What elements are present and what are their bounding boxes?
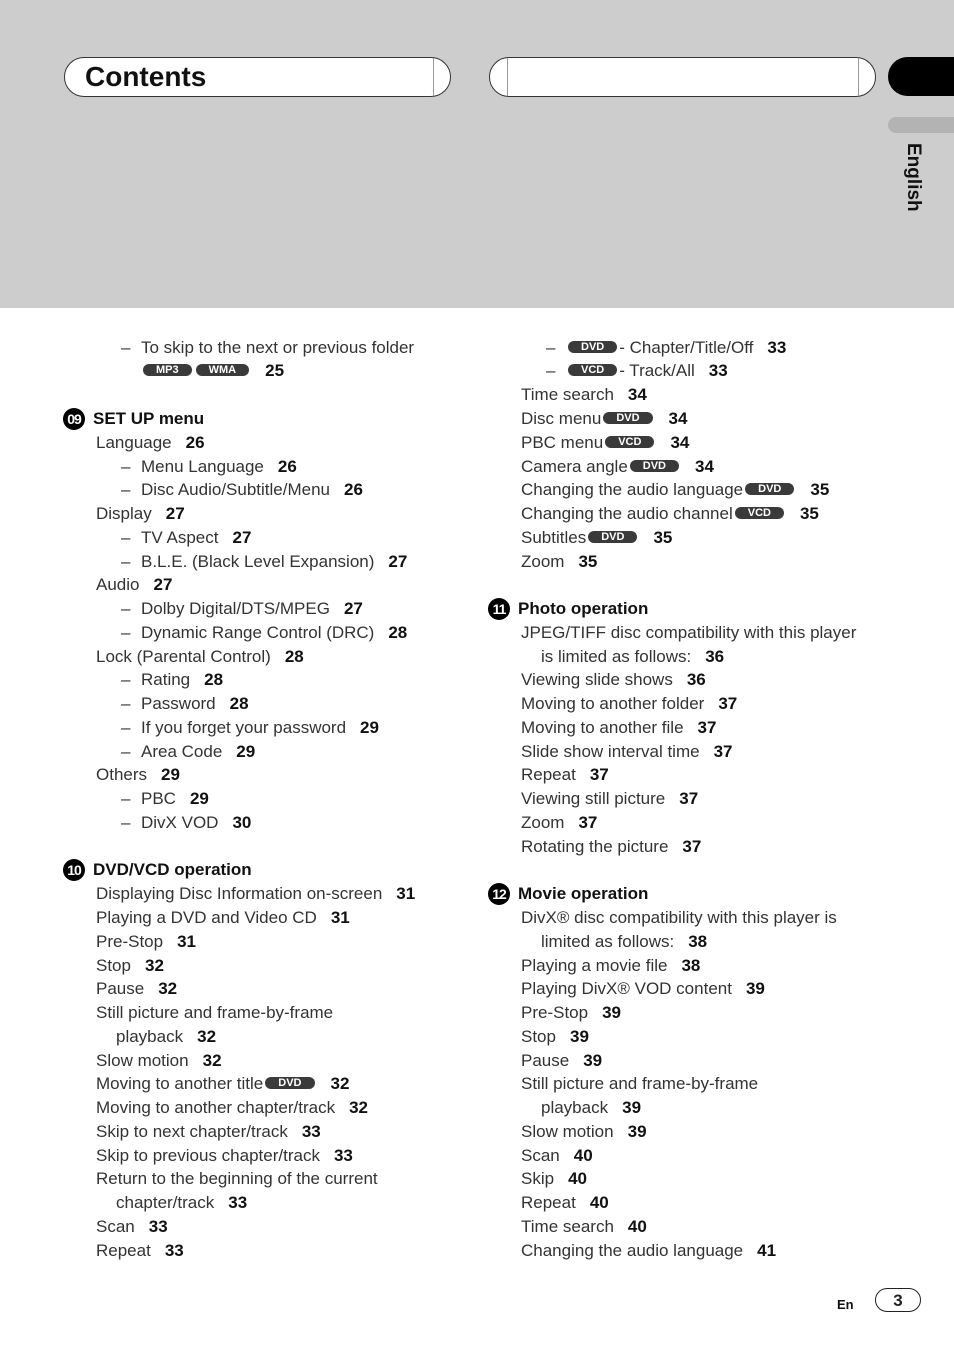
toc-entry-label: Pre-Stop <box>96 932 164 951</box>
section-title: SET UP menu <box>93 409 205 428</box>
toc-entry[interactable] <box>116 1192 247 1214</box>
toc-page-number: 32 <box>330 1074 350 1093</box>
toc-entry-label: Changing the audio channel <box>521 504 733 523</box>
toc-page-number: 28 <box>388 623 408 642</box>
toc-entry[interactable] <box>546 337 786 359</box>
page-number: 3 <box>875 1288 921 1312</box>
toc-entry-label: Display <box>96 504 152 523</box>
toc-entry[interactable] <box>121 622 407 644</box>
toc-entry[interactable] <box>96 931 196 953</box>
toc-entry-label: Displaying Disc Information on-screen <box>96 884 383 903</box>
toc-entry[interactable] <box>521 432 689 454</box>
toc-entry[interactable] <box>521 717 716 739</box>
toc-entry[interactable] <box>521 955 700 977</box>
format-badge: DVD <box>568 341 617 353</box>
toc-entry[interactable] <box>521 1050 602 1072</box>
toc-entry-label: Slow motion <box>521 1122 614 1141</box>
dash-marker: – <box>546 361 556 380</box>
format-badge: DVD <box>630 460 679 472</box>
toc-entry[interactable] <box>96 1073 349 1095</box>
pill-divider <box>858 58 859 96</box>
toc-entry-label: Changing the audio language <box>521 1241 744 1260</box>
toc-entry-label: Zoom <box>521 552 565 571</box>
toc-entry[interactable] <box>96 764 180 786</box>
dash-marker: – <box>121 599 131 618</box>
toc-page-number: 35 <box>653 528 673 547</box>
toc-page-number: 33 <box>148 1217 168 1236</box>
toc-entry[interactable] <box>521 408 687 430</box>
toc-entry[interactable] <box>521 551 597 573</box>
toc-page-number: 27 <box>153 575 173 594</box>
toc-entry-label: DivX® disc compatibility with this player is <box>521 908 837 927</box>
toc-entry-label: Camera angle <box>521 457 628 476</box>
blank-pill <box>489 57 876 97</box>
toc-entry-label: Skip to previous chapter/track <box>96 1146 320 1165</box>
toc-page-number: 38 <box>681 956 701 975</box>
toc-page-number: 41 <box>757 1241 777 1260</box>
toc-entry-label: DivX VOD <box>141 813 219 832</box>
toc-entry-label: Menu Language <box>141 457 264 476</box>
toc-page-number: 34 <box>695 457 714 476</box>
toc-entry[interactable] <box>521 456 714 478</box>
toc-entry[interactable] <box>541 931 707 953</box>
toc-entry[interactable] <box>96 978 177 1000</box>
toc-entry[interactable] <box>521 764 609 786</box>
dash-marker: – <box>121 552 131 571</box>
toc-page-number: 31 <box>330 908 350 927</box>
toc-page-number: 29 <box>360 718 379 737</box>
section-heading <box>488 883 648 905</box>
toc-entry[interactable] <box>96 646 304 668</box>
toc-entry-label: Skip <box>521 1169 555 1188</box>
toc-entry-label: Subtitles <box>521 528 587 547</box>
toc-page-number: 40 <box>568 1169 587 1188</box>
toc-page-number: 32 <box>197 1027 217 1046</box>
toc-page-number: 31 <box>396 884 416 903</box>
toc-page-number: 32 <box>158 979 178 998</box>
toc-page-number: 26 <box>185 433 205 452</box>
dash-marker: – <box>121 528 131 547</box>
toc-entry[interactable] <box>96 883 415 905</box>
toc-entry[interactable] <box>96 1121 321 1143</box>
toc-entry[interactable] <box>96 1216 168 1238</box>
toc-entry-label: PBC <box>141 789 176 808</box>
page-title: Contents <box>85 61 207 92</box>
toc-entry[interactable] <box>521 788 698 810</box>
toc-entry[interactable] <box>96 1240 184 1262</box>
toc-entry-label: Scan <box>96 1217 135 1236</box>
toc-page-number: 33 <box>164 1241 184 1260</box>
section-title: DVD/VCD operation <box>93 860 252 879</box>
toc-page-number: 27 <box>232 528 252 547</box>
toc-entry[interactable] <box>541 646 724 668</box>
toc-page-number: 35 <box>810 480 830 499</box>
toc-entry[interactable] <box>521 741 733 763</box>
toc-entry[interactable] <box>521 503 819 525</box>
toc-entry-label: Area Code <box>141 742 223 761</box>
toc-entry-label: Skip to next chapter/track <box>96 1122 288 1141</box>
section-heading <box>63 859 252 881</box>
toc-entry[interactable] <box>121 741 255 763</box>
toc-page-number: 39 <box>602 1003 622 1022</box>
toc-page-number: 40 <box>589 1193 609 1212</box>
toc-page-number: 34 <box>670 433 690 452</box>
toc-page-number: 33 <box>228 1193 248 1212</box>
toc-entry[interactable] <box>96 1002 333 1024</box>
toc-entry[interactable] <box>546 360 728 382</box>
dash-marker: – <box>546 338 556 357</box>
toc-page-number: 26 <box>344 480 363 499</box>
toc-page-number: 32 <box>202 1051 222 1070</box>
toc-entry[interactable] <box>121 337 414 359</box>
toc-entry[interactable] <box>121 717 379 739</box>
toc-entry-label: Others <box>96 765 148 784</box>
footer-language: En <box>837 1297 854 1312</box>
toc-entry[interactable] <box>121 693 249 715</box>
toc-entry-label: Time search <box>521 385 614 404</box>
toc-page-number: 31 <box>177 932 197 951</box>
toc-entry-label: Return to the beginning of the current <box>96 1169 378 1188</box>
language-tab-label: English <box>903 143 924 212</box>
toc-page-number: 28 <box>229 694 249 713</box>
toc-entry[interactable] <box>121 669 223 691</box>
toc-entry[interactable] <box>521 1192 609 1214</box>
toc-entry-label: Zoom <box>521 813 565 832</box>
section-title: Photo operation <box>518 599 649 618</box>
toc-entry-label: playback <box>541 1098 609 1117</box>
toc-page-number: 33 <box>333 1146 353 1165</box>
toc-page-number: 35 <box>799 504 819 523</box>
toc-entry[interactable] <box>141 360 284 382</box>
toc-entry-label: limited as follows: <box>541 932 675 951</box>
toc-page-number: 33 <box>708 361 728 380</box>
toc-entry-label: Scan <box>521 1146 560 1165</box>
section-title: Movie operation <box>518 884 649 903</box>
format-badge: MP3 <box>143 364 192 376</box>
toc-page-number: 37 <box>589 765 609 784</box>
toc-entry[interactable] <box>521 1216 647 1238</box>
toc-entry-label: is limited as follows: <box>541 647 692 666</box>
toc-entry-label: Moving to another folder <box>521 694 705 713</box>
toc-entry-label: TV Aspect <box>141 528 219 547</box>
section-tab-black <box>888 57 954 96</box>
toc-entry-label: Slide show interval time <box>521 742 700 761</box>
toc-page-number: 28 <box>204 670 224 689</box>
toc-entry-label: Viewing still picture <box>521 789 666 808</box>
toc-page-number: 29 <box>161 765 180 784</box>
toc-entry[interactable] <box>521 693 737 715</box>
toc-entry-label: Still picture and frame-by-frame <box>521 1074 759 1093</box>
toc-page-number: 33 <box>301 1122 321 1141</box>
toc-entry[interactable] <box>521 1145 593 1167</box>
toc-page-number: 27 <box>165 504 185 523</box>
toc-entry-label: JPEG/TIFF disc compatibility with this player <box>521 623 857 642</box>
toc-entry[interactable] <box>116 1026 216 1048</box>
dash-marker: – <box>121 789 131 808</box>
toc-entry-label: If you forget your password <box>141 718 347 737</box>
toc-entry-label: Moving to another title <box>96 1074 264 1093</box>
toc-entry-label: chapter/track <box>116 1193 215 1212</box>
toc-entry-label: Dolby Digital/DTS/MPEG <box>141 599 330 618</box>
toc-entry[interactable] <box>521 1240 776 1262</box>
toc-page-number: 35 <box>578 552 598 571</box>
toc-entry-label: Stop <box>521 1027 556 1046</box>
dash-marker: – <box>121 718 131 737</box>
toc-page-number: 36 <box>686 670 706 689</box>
toc-page-number: 30 <box>232 813 252 832</box>
dash-marker: – <box>121 694 131 713</box>
toc-entry-label: Repeat <box>96 1241 151 1260</box>
toc-page-number: 32 <box>144 956 164 975</box>
toc-entry-label: Password <box>141 694 216 713</box>
toc-entry[interactable] <box>121 456 297 478</box>
toc-entry-label: Stop <box>96 956 131 975</box>
toc-entry-label: Rating <box>141 670 191 689</box>
toc-page-number: 39 <box>583 1051 603 1070</box>
toc-entry-label: To skip to the next or previous folder <box>141 338 415 357</box>
toc-entry-label: Language <box>96 433 172 452</box>
toc-entry[interactable] <box>521 669 706 691</box>
toc-entry[interactable] <box>121 551 407 573</box>
section-number-badge: 11 <box>488 598 510 620</box>
toc-entry[interactable] <box>121 598 363 620</box>
toc-page-number: 34 <box>668 409 688 428</box>
toc-entry[interactable] <box>121 527 251 549</box>
toc-entry[interactable] <box>121 812 251 834</box>
toc-page-number: 37 <box>578 813 598 832</box>
toc-entry[interactable] <box>96 1050 222 1072</box>
toc-page-number: 37 <box>718 694 738 713</box>
toc-entry-label: Moving to another chapter/track <box>96 1098 336 1117</box>
toc-entry[interactable] <box>521 1073 758 1095</box>
section-number-badge: 09 <box>63 408 85 430</box>
format-badge: VCD <box>568 364 617 376</box>
toc-page-number: 40 <box>627 1217 647 1236</box>
toc-page-number: 37 <box>697 718 717 737</box>
toc-page-number: 39 <box>745 979 765 998</box>
toc-page-number: 28 <box>284 647 304 666</box>
toc-entry-label: Viewing slide shows <box>521 670 673 689</box>
toc-entry-label: Audio <box>96 575 140 594</box>
toc-page-number: 39 <box>622 1098 642 1117</box>
pill-divider <box>433 58 434 96</box>
dash-marker: – <box>121 457 131 476</box>
toc-entry[interactable] <box>521 1002 621 1024</box>
toc-entry-label: B.L.E. (Black Level Expansion) <box>141 552 375 571</box>
toc-page-number: 29 <box>189 789 209 808</box>
toc-entry[interactable] <box>121 479 363 501</box>
language-tab <box>900 143 926 223</box>
toc-entry-label: Time search <box>521 1217 614 1236</box>
toc-entry[interactable] <box>521 907 837 929</box>
toc-entry-label: Lock (Parental Control) <box>96 647 271 666</box>
dash-marker: – <box>121 480 131 499</box>
format-badge: DVD <box>588 531 637 543</box>
toc-entry[interactable] <box>96 1168 378 1190</box>
toc-page-number: 38 <box>688 932 708 951</box>
toc-entry[interactable] <box>521 479 829 501</box>
format-badge: DVD <box>265 1077 314 1089</box>
toc-entry[interactable] <box>521 527 672 549</box>
toc-page-number: 34 <box>627 385 647 404</box>
toc-entry-label: - Chapter/Title/Off <box>619 338 754 357</box>
toc-entry-label: Repeat <box>521 765 576 784</box>
format-badge: WMA <box>196 364 250 376</box>
dash-marker: – <box>121 670 131 689</box>
toc-page-number: 33 <box>767 338 787 357</box>
format-badge: DVD <box>603 412 652 424</box>
toc-entry-label: Disc Audio/Subtitle/Menu <box>141 480 330 499</box>
toc-entry[interactable] <box>521 978 765 1000</box>
toc-entry-label: Repeat <box>521 1193 576 1212</box>
format-badge: VCD <box>735 507 784 519</box>
dash-marker: – <box>121 742 131 761</box>
format-badge: VCD <box>605 436 654 448</box>
title-pill <box>64 57 451 97</box>
section-heading <box>63 408 204 430</box>
toc-entry-label: Disc menu <box>521 409 602 428</box>
section-number-badge: 10 <box>63 859 85 881</box>
dash-marker: – <box>121 338 131 357</box>
toc-entry-label: Rotating the picture <box>521 837 669 856</box>
toc-entry[interactable] <box>521 1121 647 1143</box>
toc-entry-label: Pause <box>521 1051 570 1070</box>
toc-entry[interactable] <box>96 907 350 929</box>
toc-entry[interactable] <box>521 812 597 834</box>
toc-page-number: 26 <box>277 457 297 476</box>
toc-page-number: 40 <box>573 1146 593 1165</box>
section-number-badge: 12 <box>488 883 510 905</box>
toc-page-number: 27 <box>388 552 408 571</box>
toc-entry-label: playback <box>116 1027 184 1046</box>
toc-entry-label: - Track/All <box>619 361 695 380</box>
toc-entry[interactable] <box>96 1145 353 1167</box>
toc-entry-label: Playing a movie file <box>521 956 668 975</box>
toc-entry[interactable] <box>96 574 172 596</box>
toc-entry-label: Still picture and frame-by-frame <box>96 1003 334 1022</box>
toc-entry-label: Slow motion <box>96 1051 189 1070</box>
toc-entry[interactable] <box>521 1026 589 1048</box>
toc-entry[interactable] <box>521 1168 587 1190</box>
toc-page-number: 27 <box>343 599 363 618</box>
toc-entry[interactable] <box>121 788 209 810</box>
section-tab-gray <box>888 117 954 133</box>
toc-entry-label: PBC menu <box>521 433 604 452</box>
toc-page-number: 37 <box>682 837 702 856</box>
header-band <box>0 0 954 308</box>
toc-entry[interactable] <box>521 836 701 858</box>
toc-entry[interactable] <box>96 503 185 525</box>
toc-entry-label: Moving to another file <box>521 718 684 737</box>
toc-entry-label: Playing DivX® VOD content <box>521 979 732 998</box>
toc-entry[interactable] <box>96 432 205 454</box>
toc-entry[interactable] <box>96 1097 368 1119</box>
dash-marker: – <box>121 623 131 642</box>
section-heading <box>488 598 648 620</box>
toc-page-number: 32 <box>349 1098 368 1117</box>
toc-entry-label: Playing a DVD and Video CD <box>96 908 317 927</box>
toc-page-number: 39 <box>627 1122 647 1141</box>
toc-entry-label: Pause <box>96 979 145 998</box>
toc-entry[interactable] <box>521 384 647 406</box>
dash-marker: – <box>121 813 131 832</box>
toc-entry[interactable] <box>541 1097 641 1119</box>
toc-entry[interactable] <box>521 622 856 644</box>
pill-divider <box>507 58 508 96</box>
toc-entry-label: Dynamic Range Control (DRC) <box>141 623 375 642</box>
toc-page-number: 25 <box>265 361 285 380</box>
toc-entry-label: Changing the audio language <box>521 480 744 499</box>
toc-page-number: 37 <box>713 742 733 761</box>
format-badge: DVD <box>745 483 794 495</box>
toc-entry[interactable] <box>96 955 164 977</box>
toc-page-number: 29 <box>236 742 256 761</box>
toc-page-number: 36 <box>705 647 725 666</box>
toc-entry-label: Pre-Stop <box>521 1003 589 1022</box>
toc-page-number: 37 <box>679 789 699 808</box>
toc-page-number: 39 <box>569 1027 589 1046</box>
